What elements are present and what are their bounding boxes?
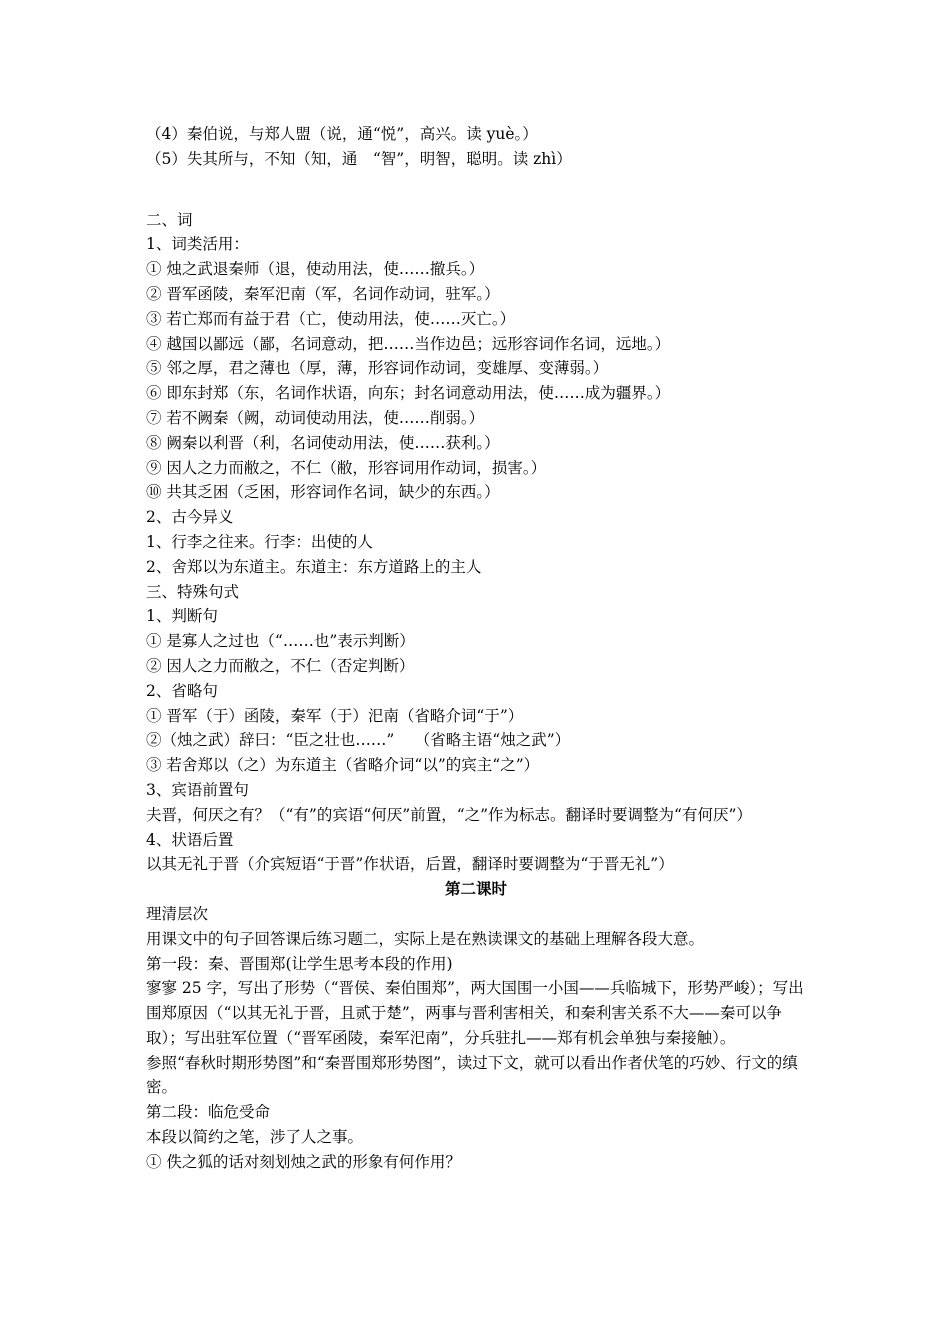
paragraph: 夫晋，何厌之有？（“有”的宾语“何厌”前置，“之”作为标志。翻译时要调整为“有何厌”） <box>146 805 752 824</box>
list-item: ② 晋军函陵，秦军汜南（军，名词作动词，驻军。） <box>146 284 500 303</box>
list-item: 1、行李之往来。行李：出使的人 <box>146 532 373 551</box>
subsection-title: 3、宾语前置句 <box>146 780 249 799</box>
subsection-title: 1、词类活用： <box>146 235 249 254</box>
subsection-title: 理清层次 <box>146 904 209 923</box>
list-item: ③ 若亡郑而有益于君（亡，使动用法，使……灭亡。） <box>146 309 516 328</box>
list-item: ⑨ 因人之力而敝之，不仁（敝，形容词用作动词，损害。） <box>146 458 547 477</box>
subsection-title: 4、状语后置 <box>146 830 234 849</box>
list-item: ② 因人之力而敝之，不仁（否定判断） <box>146 656 415 675</box>
list-item: ① 晋军（于）函陵，秦军（于）汜南（省略介词“于”） <box>146 706 524 725</box>
paragraph: 用课文中的句子回答课后练习题二，实际上是在熟读课文的基础上理解各段大意。 <box>146 929 705 948</box>
list-item: ②（烛之武）辞曰：“臣之壮也……” （省略主语“烛之武”） <box>146 731 571 750</box>
section-title: 二、词 <box>146 210 193 229</box>
text-line: （5）失其所与，不知（知，通 “智”，明智，聪明。读 zhì） <box>146 149 572 168</box>
document-page <box>146 122 806 1175</box>
list-item: ⑦ 若不阙秦（阙，动词使动用法，使……削弱。） <box>146 408 485 427</box>
text-line: （4）秦伯说，与郑人盟（说，通“悦”，高兴。读 yuè。） <box>146 125 538 143</box>
list-item: ⑥ 即东封郑（东，名词作状语，向东；封名词意动用法，使……成为疆界。） <box>146 384 671 403</box>
list-item: ⑤ 邻之厚，君之薄也（厚，薄，形容词作动词，变雄厚、变薄弱。） <box>146 359 609 378</box>
paragraph: 参照“春秋时期形势图”和“秦晋围郑形势图”，读过下文，就可以看出作者伏笔的巧妙、行文的缜密。 <box>146 1053 798 1097</box>
list-item: ⑩ 共其乏困（乏困，形容词作名词，缺少的东西。） <box>146 483 500 502</box>
lesson-heading: 第二课时 <box>444 879 507 899</box>
section-title: 三、特殊句式 <box>146 582 240 601</box>
subsection-title: 2、古今异义 <box>146 508 234 527</box>
list-item: 2、舍郑以为东道主。东道主：东方道路上的主人 <box>146 557 482 576</box>
list-item: ③ 若舍郑以（之）为东道主（省略介词“以”的宾主“之”） <box>146 756 540 775</box>
list-item: ⑧ 阙秦以利晋（利，名词使动用法，使……获利。） <box>146 433 500 452</box>
list-item: ① 烛之武退秦师（退，使动用法，使……撤兵。） <box>146 260 485 279</box>
paragraph: 寥寥 25 字，写出了形势（“晋侯、秦伯围郑”，两大国围一小国——兵临城下，形势严峻）；写出围郑原因（“以其无礼于晋，且贰于楚”，两事与晋利害相关，和秦利害关系不大——秦可以争取）；写出驻军位置（“晋军函陵，秦军汜南”，分兵驻扎——郑有机会单独与秦接触）。 <box>146 979 804 1047</box>
list-item: ① 是寡人之过也（“……也”表示判断） <box>146 632 415 651</box>
list-item: ① 佚之狐的话对刻划烛之武的形象有何作用？ <box>146 1152 461 1171</box>
paragraph-title: 第一段：秦、晋围郑(让学生思考本段的作用) <box>146 954 453 973</box>
subsection-title: 2、省略句 <box>146 681 218 700</box>
list-item: ④ 越国以鄙远（鄙，名词意动，把……当作边邑；远形容词作名词，远地。） <box>146 334 671 353</box>
paragraph-title: 第二段：临危受命 <box>146 1103 271 1122</box>
paragraph: 以其无礼于晋（介宾短语“于晋”作状语，后置，翻译时要调整为“于晋无礼”） <box>146 855 674 874</box>
paragraph: 本段以简约之笔，涉了人之事。 <box>146 1128 364 1147</box>
subsection-title: 1、判断句 <box>146 607 218 626</box>
